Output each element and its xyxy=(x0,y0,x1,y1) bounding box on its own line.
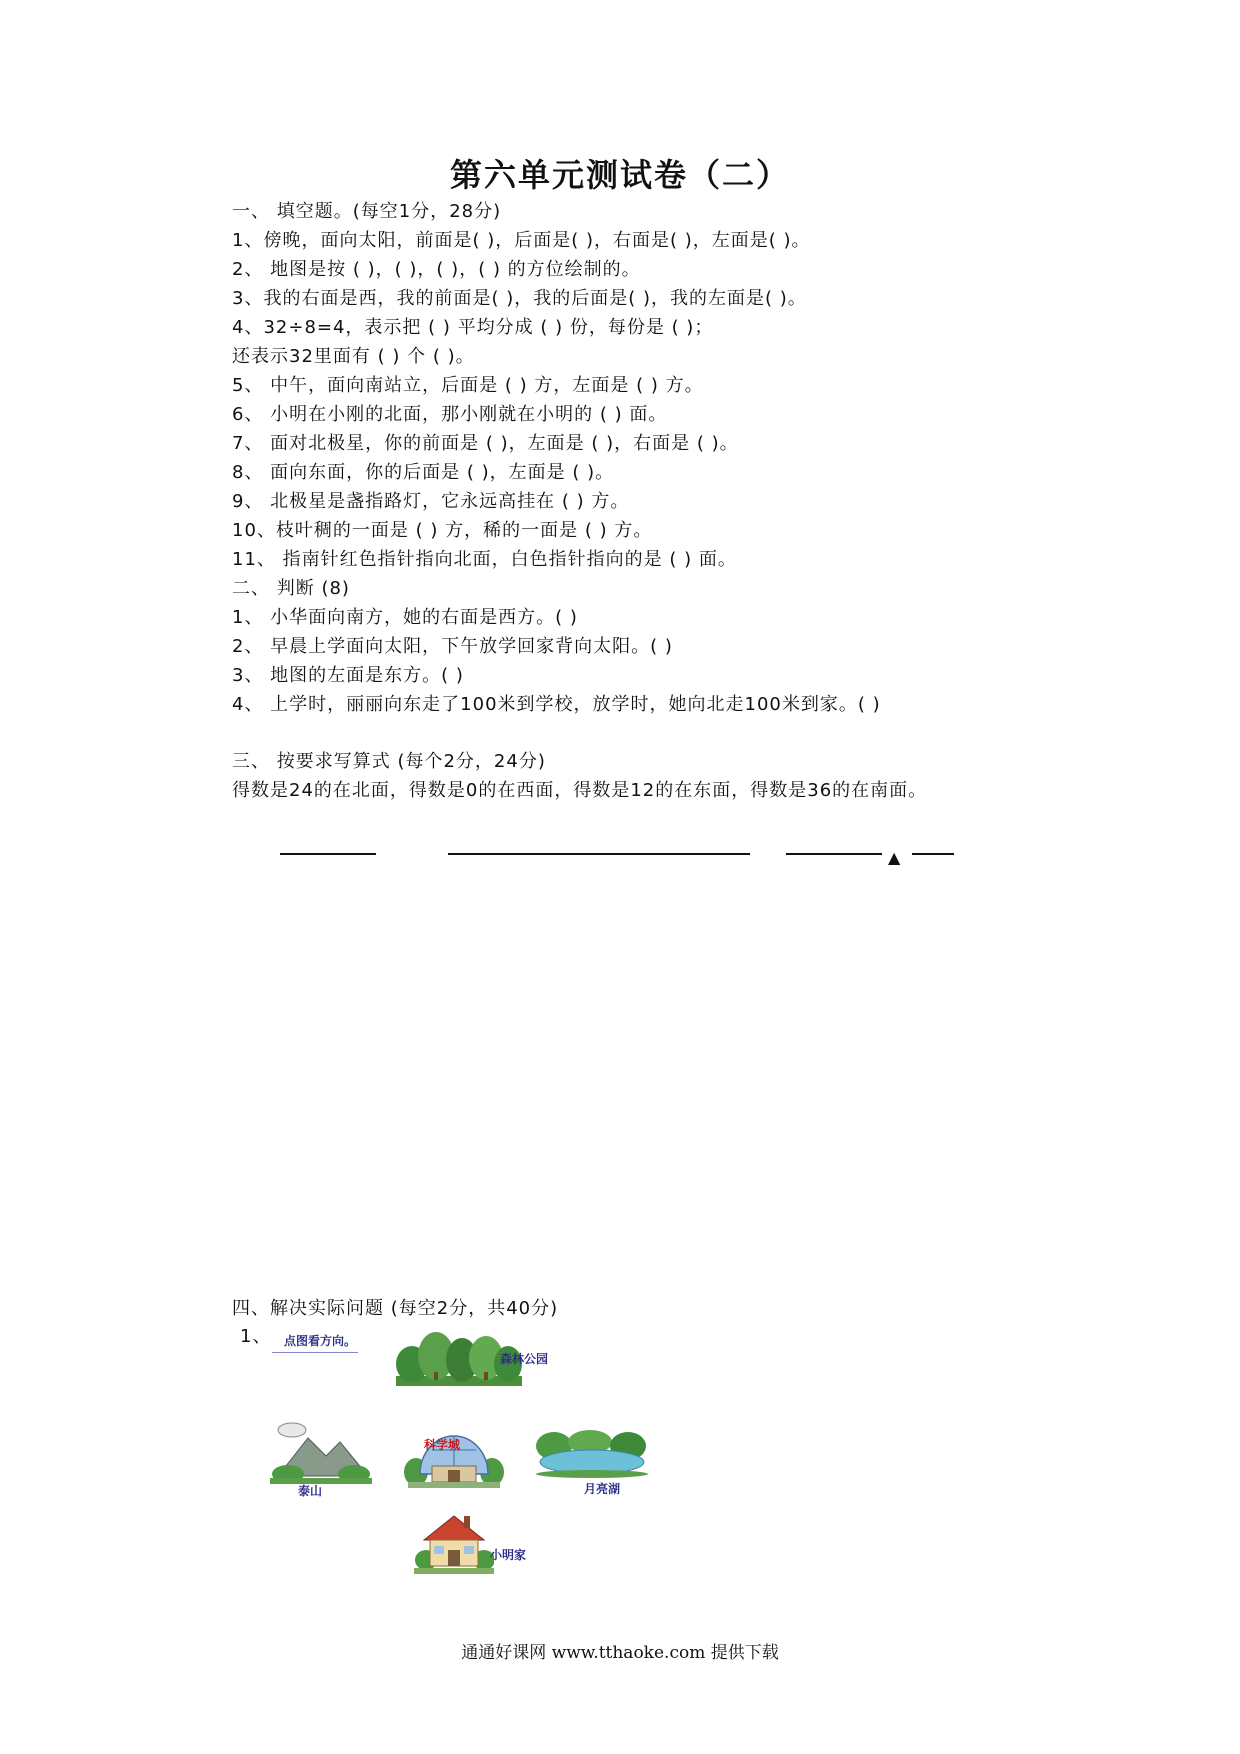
answer-line-2 xyxy=(448,853,750,855)
science-city-label: 科学城 xyxy=(424,1438,461,1452)
footer-text: 通通好课网 www.tthaoke.com 提供下载 xyxy=(461,1643,779,1663)
question-1-5: 5、 中午，面向南站立，后面是 ( ) 方，左面是 ( ) 方。 xyxy=(232,375,704,396)
forest-park-label: 森林公园 xyxy=(500,1352,549,1366)
question-1-7: 7、 面对北极星，你的前面是 ( )，左面是 ( )，右面是 ( )。 xyxy=(232,433,739,454)
question-1-6: 6、 小明在小刚的北面，那小刚就在小明的 ( ) 面。 xyxy=(232,404,668,425)
question-4-1-number: 1、 xyxy=(240,1326,272,1347)
moon-lake-label: 月亮湖 xyxy=(584,1482,621,1496)
question-1-3: 3、我的右面是西，我的前面是( )，我的后面是( )，我的左面是( )。 xyxy=(232,288,807,309)
home-picture xyxy=(414,1510,494,1574)
home-label: 小明家 xyxy=(490,1548,527,1562)
triangle-marker: ▲ xyxy=(888,848,901,867)
question-1-2: 2、 地图是按 ( )，( )，( )，( ) 的方位绘制的。 xyxy=(232,259,641,280)
question-1-1: 1、傍晚，面向太阳，前面是( )，后面是( )，右面是( )，左面是( )。 xyxy=(232,230,811,251)
question-2-2: 2、 早晨上学面向太阳，下午放学回家背向太阳。( ) xyxy=(232,636,673,657)
mountain-picture xyxy=(268,1420,374,1486)
question-2-3: 3、 地图的左面是东方。( ) xyxy=(232,665,464,686)
question-1-10: 10、枝叶稠的一面是 ( ) 方，稀的一面是 ( ) 方。 xyxy=(232,520,653,541)
answer-line-1 xyxy=(280,853,376,855)
section2-heading: 二、 判断 (8) xyxy=(232,578,350,599)
section3-text: 得数是24的在北面，得数是0的在西面，得数是12的在东面，得数是36的在南面。 xyxy=(232,780,928,801)
question-1-11: 11、 指南针红色指针指向北面，白色指针指向的是 ( ) 面。 xyxy=(232,549,737,570)
caption-underline xyxy=(272,1352,358,1353)
mountain-label: 泰山 xyxy=(298,1484,323,1498)
question-1-8: 8、 面向东面，你的后面是 ( )，左面是 ( )。 xyxy=(232,462,615,483)
question-2-1: 1、 小华面向南方，她的右面是西方。( ) xyxy=(232,607,578,628)
page-title: 第六单元测试卷（二） xyxy=(449,156,790,194)
question-1-4b: 还表示32里面有 ( ) 个 ( )。 xyxy=(232,346,475,367)
section3-heading: 三、 按要求写算式 (每个2分，24分) xyxy=(232,751,546,772)
question-2-4: 4、 上学时，丽丽向东走了100米到学校，放学时，她向北走100米到家。( ) xyxy=(232,694,881,715)
science-city-picture xyxy=(402,1416,506,1490)
question-1-9: 9、 北极星是盏指路灯，它永远高挂在 ( ) 方。 xyxy=(232,491,630,512)
answer-line-4 xyxy=(912,853,954,855)
question-1-4a: 4、32÷8=4，表示把 ( ) 平均分成 ( ) 份，每份是 ( )； xyxy=(232,317,714,338)
map-caption: 点图看方向。 xyxy=(284,1334,357,1348)
answer-line-3 xyxy=(786,853,882,855)
moon-lake-picture xyxy=(534,1428,648,1478)
section4-heading: 四、解决实际问题 (每空2分，共40分) xyxy=(232,1298,559,1319)
section1-heading: 一、 填空题。(每空1分，28分) xyxy=(232,201,502,222)
